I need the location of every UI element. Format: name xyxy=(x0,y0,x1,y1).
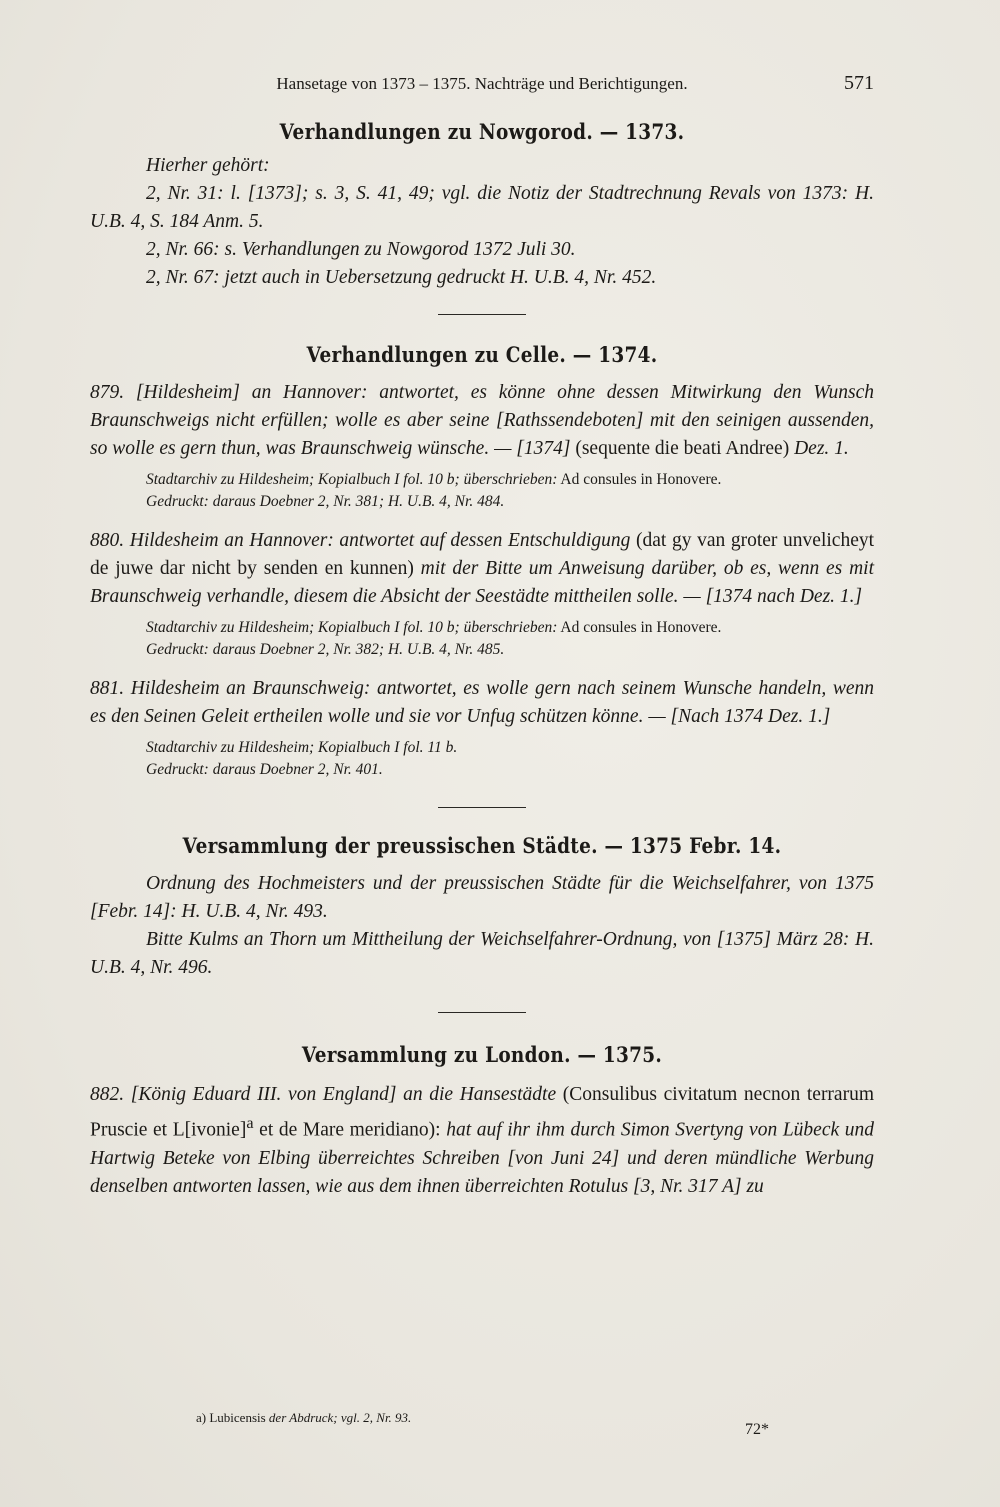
footnote-label: a) Lubicensis xyxy=(196,1410,266,1425)
entry-879 xyxy=(90,379,874,513)
entry-regest-cont: hat auf ihr ihm durch Simon Svertyng von Lübeck und Hartwig Beteke von Elbing überreichtes Schreiben [von Juni 24] und deren mündliche Werbung denselben antworten lassen, wie aus dem ihnen überreichten Rotulus [3, Nr. 317 A] zu xyxy=(90,1119,874,1197)
entry-source xyxy=(146,617,874,661)
entry-882 xyxy=(90,1081,874,1201)
section-divider xyxy=(438,807,526,808)
printed-reference: Gedruckt: daraus Doebner 2, Nr. 381; H. U.B. 4, Nr. 484. xyxy=(146,493,505,510)
section-divider xyxy=(438,314,526,315)
section-divider xyxy=(438,1012,526,1013)
intro-text: Hierher gehört: xyxy=(146,155,270,176)
entry-quote: (dat gy van groter unvelicheyt de juwe dar nicht by senden en kunnen) xyxy=(90,530,875,579)
footnote-marker: a xyxy=(246,1114,254,1132)
reference-line: 2, Nr. 66: s. Verhandlungen zu Nowgorod 1372 Juli 30. xyxy=(146,239,576,260)
entry-regest: [Hildesheim] an Hannover: antwortet, es könne ohne dessen Mitwirkung den Wunsch Braunschweigs nicht erfüllen; wolle es aber seine [Rathssendeboten] mit den seinigen aussenden, so wolle es gern thun, was Braunschweig wünsche. — [1374] xyxy=(90,382,874,459)
page-number: 571 xyxy=(844,72,874,94)
section-heading-london: Versammlung zu London. — 1375. xyxy=(301,1042,663,1067)
archive-heading: Ad consules in Honovere. xyxy=(557,471,722,488)
footnote xyxy=(196,1410,411,1426)
reference-line: Bitte Kulms an Thorn um Mittheilung der Weichselfahrer-Ordnung, von [1375] März 28: H. U.B. 4, Nr. 496. xyxy=(90,929,874,978)
printed-reference: Gedruckt: daraus Doebner 2, Nr. 401. xyxy=(146,761,383,778)
section-heading-celle: Verhandlungen zu Celle. — 1374. xyxy=(306,342,658,367)
section-heading-nowgorod: Verhandlungen zu Nowgorod. — 1373. xyxy=(279,119,685,144)
entry-regest-cont: mit der Bitte um Anweisung darüber, ob es, wenn es mit Braunschweig verhandle, diesem die Absicht der Seestädte mittheilen solle. — [1374 nach Dez. 1.] xyxy=(90,558,874,607)
entry-source xyxy=(146,737,874,781)
entry-number: 880. xyxy=(90,530,125,551)
archive-reference: Stadtarchiv zu Hildesheim; Kopialbuch I fol. 11 b. xyxy=(146,739,458,756)
entry-address-cont: et de Mare meridiano): xyxy=(253,1119,447,1141)
entry-880 xyxy=(90,527,874,661)
reference-line: Ordnung des Hochmeisters und der preussischen Städte für die Weichselfahrer, von 1375 [Febr. 14]: H. U.B. 4, Nr. 493. xyxy=(90,873,874,922)
entry-date: Dez. 1. xyxy=(794,438,849,459)
reference-line: 2, Nr. 67: jetzt auch in Uebersetzung gedruckt H. U.B. 4, Nr. 452. xyxy=(146,267,657,288)
entry-881 xyxy=(90,675,874,781)
reference-line: 2, Nr. 31: l. [1373]; s. 3, S. 41, 49; vgl. die Notiz der Stadtrechnung Revals von 1373: H. U.B. 4, S. 184 Anm. 5. xyxy=(90,183,874,232)
section-heading-preussen: Versammlung der preussischen Städte. — 1375 Febr. 14. xyxy=(182,833,782,858)
entry-regest: Hildesheim an Hannover: antwortet auf dessen Entschuldigung xyxy=(129,530,631,551)
entry-number: 881. xyxy=(90,678,125,699)
entry-regest: [König Eduard III. von England] an die Hansestädte xyxy=(130,1084,557,1105)
page-content xyxy=(90,118,874,1201)
archive-reference: Stadtarchiv zu Hildesheim; Kopialbuch I fol. 10 b; überschrieben: xyxy=(146,471,558,488)
archive-heading: Ad consules in Honovere. xyxy=(557,619,722,636)
footnote-text: der Abdruck; vgl. 2, Nr. 93. xyxy=(265,1410,412,1425)
entry-regest: Hildesheim an Braunschweig: antwortet, es wolle gern nach seinem Wunsche handeln, wenn es den Seinen Geleit ertheilen wolle und sie vor Unfug schützen könne. — [Nach 1374 Dez. 1.] xyxy=(90,678,874,727)
entry-latin-date: (sequente die beati Andree) xyxy=(570,438,795,459)
running-title: Hansetage von 1373 – 1375. Nachträge und Berichtigungen. xyxy=(276,74,688,93)
entry-number: 882. xyxy=(90,1084,125,1105)
printed-reference: Gedruckt: daraus Doebner 2, Nr. 382; H. U.B. 4, Nr. 485. xyxy=(146,641,505,658)
entry-address: (Consulibus civitatum necnon terrarum Pruscie et L[ivonie] xyxy=(90,1084,874,1141)
running-header xyxy=(90,74,874,96)
sheet-signature: 72* xyxy=(745,1421,769,1438)
archive-reference: Stadtarchiv zu Hildesheim; Kopialbuch I fol. 10 b; überschrieben: xyxy=(146,619,558,636)
entry-number: 879. xyxy=(90,382,125,403)
entry-source xyxy=(146,469,874,513)
